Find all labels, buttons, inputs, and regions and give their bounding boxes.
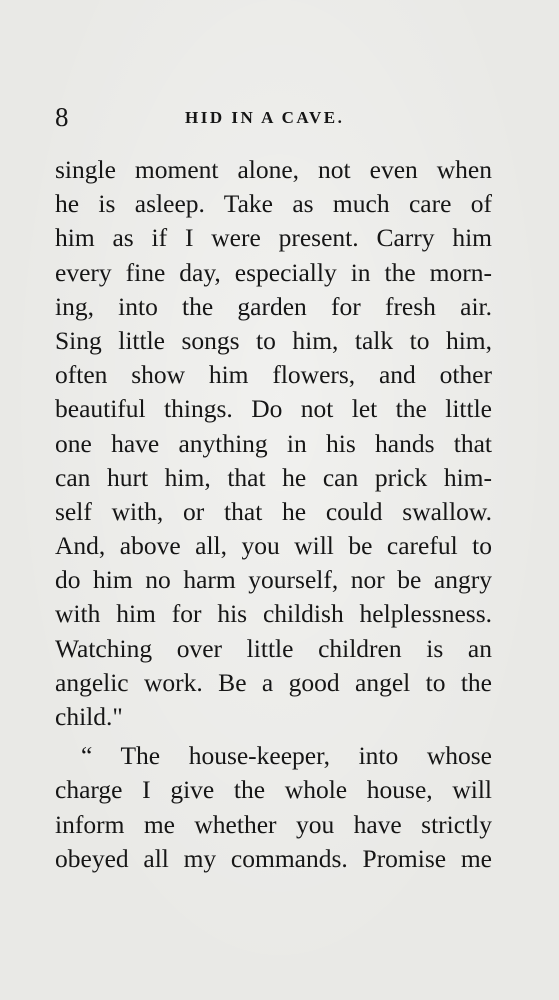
text-line: can hurt him, that he can prick him- xyxy=(55,462,492,492)
text-line: do him no harm yourself, nor be angry xyxy=(55,565,492,595)
text-line: charge I give the whole house, will xyxy=(55,775,492,805)
text-line: beautiful things. Do not let the little xyxy=(55,394,492,424)
body-text xyxy=(55,153,492,876)
text-line: Sing little songs to him, talk to him, xyxy=(55,325,492,355)
text-line: angelic work. Be a good angel to the xyxy=(55,667,492,697)
text-line: single moment alone, not even when xyxy=(55,155,492,184)
running-title: HID IN A CAVE. xyxy=(185,108,345,127)
text-line: him as if I were present. Carry him xyxy=(55,223,492,253)
text-line: And, above all, you will be careful to xyxy=(55,531,492,561)
text-line: child." xyxy=(55,702,123,731)
text-line: obeyed all my commands. Promise me xyxy=(55,843,492,873)
text-line: one have anything in his hands that xyxy=(55,428,492,458)
text-line: “ The house-keeper, into whose xyxy=(81,741,492,771)
text-line: Watching over little children is an xyxy=(55,633,492,663)
text-line: with him for his childish helplessness. xyxy=(55,599,492,629)
text-line: self with, or that he could swallow. xyxy=(55,496,492,526)
text-line: he is asleep. Take as much care of xyxy=(55,189,492,219)
text-line: often show him flowers, and other xyxy=(55,360,492,390)
text-line: inform me whether you have strictly xyxy=(55,809,492,839)
page-header xyxy=(55,100,492,134)
page-number: 8 xyxy=(55,102,69,132)
text-line: every fine day, especially in the morn- xyxy=(55,257,492,287)
text-line: ing, into the garden for fresh air. xyxy=(55,291,492,321)
